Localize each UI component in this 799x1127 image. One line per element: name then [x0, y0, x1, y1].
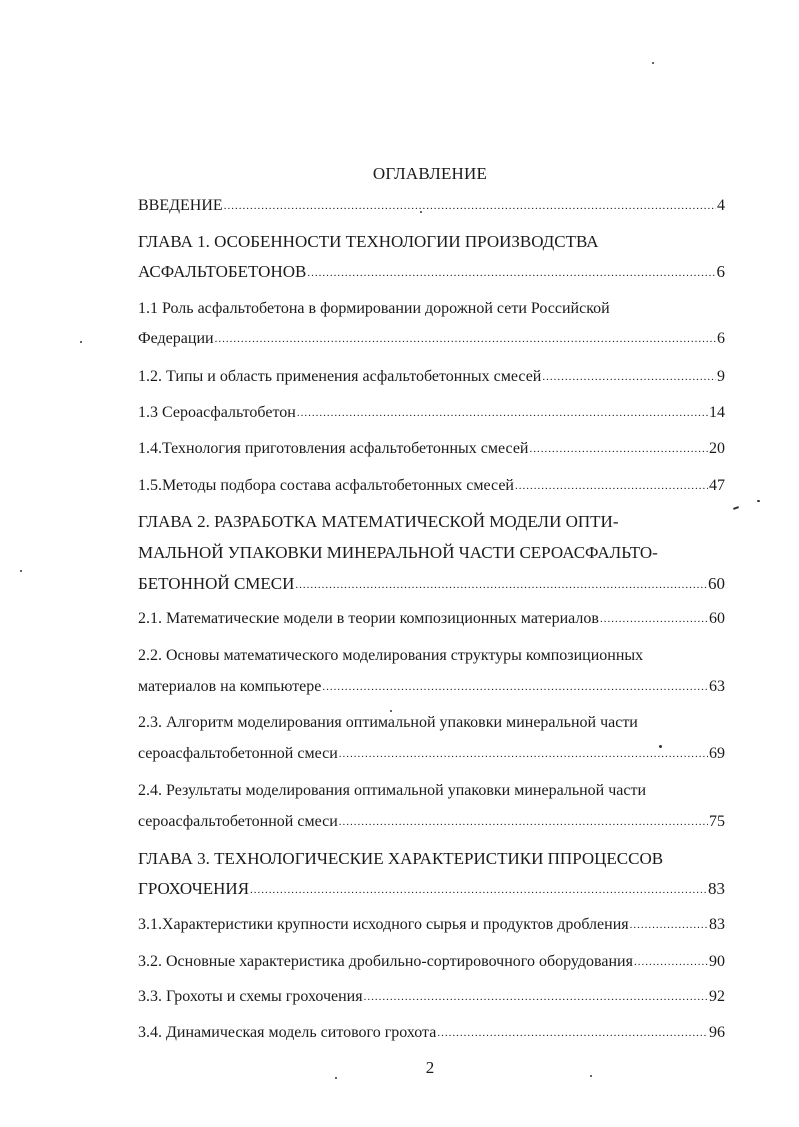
toc-entry-page: 96	[709, 1024, 725, 1041]
toc-entry-text: 2.3. Алгоритм моделирования оптимальной упаковки минеральной части	[138, 714, 638, 731]
dot-leader	[630, 919, 708, 931]
toc-entry-chapter-1	[138, 232, 725, 252]
dot-leader	[437, 1027, 708, 1039]
toc-entry-text: ГЛАВА 1. ОСОБЕННОСТИ ТЕХНОЛОГИИ ПРОИЗВОДСТВА	[138, 232, 599, 251]
toc-entry-2-4-cont	[138, 813, 725, 831]
toc-entry-text: материалов на компьютере	[138, 678, 322, 695]
toc-entry-page: 90	[709, 953, 725, 970]
dot-leader	[339, 748, 708, 760]
dot-leader	[215, 333, 716, 345]
toc-entry-3-3	[138, 988, 725, 1006]
toc-entry-text: 1.5.Методы подбора состава асфальтобетонных смесей	[138, 477, 514, 494]
toc-entry-text: ГРОХОЧЕНИЯ	[138, 879, 250, 898]
scan-speck	[20, 570, 22, 572]
toc-entry-page: 6	[716, 262, 725, 281]
toc-entry-text: Федерации	[138, 330, 214, 347]
toc-entry-3-1	[138, 916, 725, 934]
dot-leader	[224, 200, 716, 212]
scan-speck	[390, 710, 392, 712]
toc-entry-text: 1.3 Сероасфальтобетон	[138, 404, 296, 421]
dot-leader	[322, 681, 708, 693]
scan-speck	[335, 1077, 337, 1079]
toc-entry-text: 1.2. Типы и область применения асфальтобетонных смесей	[138, 368, 542, 385]
toc-entry-1-4	[138, 440, 725, 458]
toc-entry-text: сероасфальтобетонной смеси	[138, 813, 338, 830]
toc-entry-text: 2.2. Основы математического моделирования структуры композиционных	[138, 647, 644, 664]
toc-entry-text: ГЛАВА 2. РАЗРАБОТКА МАТЕМАТИЧЕСКОЙ МОДЕЛИ ОПТИ-	[138, 512, 619, 531]
toc-heading: ОГЛАВЛЕНИЕ	[372, 164, 488, 183]
toc-entry-text: 3.3. Грохоты и схемы грохочения	[138, 988, 363, 1005]
toc-entry-text: ВВЕДЕНИЕ	[138, 197, 223, 214]
toc-entry-text: МАЛЬНОЙ УПАКОВКИ МИНЕРАЛЬНОЙ ЧАСТИ СЕРОАСФАЛЬТО-	[138, 543, 658, 562]
toc-entry-introduction	[138, 197, 725, 215]
dot-leader	[307, 267, 715, 279]
scan-speck	[652, 62, 654, 64]
toc-entry-page: 75	[709, 813, 725, 830]
toc-entry-1-3	[138, 404, 725, 422]
toc-entry-3-4	[138, 1024, 725, 1042]
toc-entry-3-2	[138, 953, 725, 971]
dot-leader	[542, 371, 716, 383]
toc-entry-chapter-2-cont	[138, 543, 725, 563]
toc-entry-page: 92	[709, 988, 725, 1005]
dot-leader	[600, 613, 708, 625]
toc-entry-text: 3.1.Характеристики крупности исходного сырья и продуктов дробления	[138, 916, 629, 933]
toc-entry-text: БЕТОННОЙ СМЕСИ	[138, 574, 295, 593]
toc-entry-text: 1.4.Технология приготовления асфальтобетонных смесей	[138, 440, 529, 457]
toc-entry-page: 6	[717, 330, 725, 347]
dot-leader	[634, 956, 708, 968]
scan-speck	[757, 500, 760, 502]
toc-entry-2-3-cont	[138, 745, 725, 763]
dot-leader	[529, 443, 708, 455]
scan-speck	[659, 745, 662, 748]
scan-speck	[733, 506, 739, 510]
toc-entry-text: АСФАЛЬТОБЕТОНОВ	[138, 262, 307, 281]
scan-speck	[590, 1075, 592, 1077]
toc-entry-2-2	[138, 647, 725, 665]
toc-entry-text: 3.4. Динамическая модель ситового грохота	[138, 1024, 437, 1041]
toc-entry-page: 83	[709, 916, 725, 933]
toc-entry-page: 47	[709, 477, 725, 494]
toc-entry-2-2-cont	[138, 678, 725, 696]
toc-entry-page: 9	[717, 368, 725, 385]
toc-entry-page: 60	[709, 610, 725, 627]
scan-speck	[420, 211, 422, 213]
toc-entry-1-1-cont	[138, 330, 725, 348]
toc-entry-1-1	[138, 300, 725, 318]
dot-leader	[297, 407, 708, 419]
dot-leader	[515, 480, 708, 492]
toc-entry-text: 2.1. Математические модели в теории композиционных материалов	[138, 610, 599, 627]
dot-leader	[250, 884, 707, 896]
page-number: 2	[425, 1058, 435, 1077]
toc-entry-1-2	[138, 368, 725, 386]
toc-entry-page: 14	[709, 404, 725, 421]
dot-leader	[339, 816, 708, 828]
toc-entry-page: 20	[709, 440, 725, 457]
dot-leader	[295, 579, 707, 591]
toc-entry-page: 4	[717, 197, 725, 214]
toc-entry-page: 69	[709, 745, 725, 762]
toc-entry-text: 3.2. Основные характеристика дробильно-сортировочного оборудования	[138, 953, 633, 970]
toc-entry-2-1	[138, 610, 725, 628]
toc-entry-2-4	[138, 782, 725, 800]
toc-entry-chapter-2-cont-2	[138, 574, 725, 594]
toc-entry-text: 2.4. Результаты моделирования оптимальной упаковки минеральной части	[138, 782, 647, 799]
toc-entry-2-3	[138, 714, 725, 732]
toc-entry-page: 63	[709, 678, 725, 695]
toc-entry-text: сероасфальтобетонной смеси	[138, 745, 338, 762]
toc-entry-1-5	[138, 477, 725, 495]
scan-speck	[80, 341, 82, 343]
toc-entry-chapter-2	[138, 512, 725, 532]
toc-entry-text: 1.1 Роль асфальтобетона в формировании дорожной сети Российской	[138, 300, 610, 317]
toc-entry-page: 83	[708, 879, 725, 898]
toc-entry-text: ГЛАВА 3. ТЕХНОЛОГИЧЕСКИЕ ХАРАКТЕРИСТИКИ ППРОЦЕССОВ	[138, 849, 664, 868]
toc-entry-page: 60	[708, 574, 725, 593]
toc-entry-chapter-3-cont	[138, 879, 725, 899]
toc-entry-chapter-3	[138, 849, 725, 869]
toc-entry-chapter-1-cont	[138, 262, 725, 282]
dot-leader	[364, 991, 708, 1003]
